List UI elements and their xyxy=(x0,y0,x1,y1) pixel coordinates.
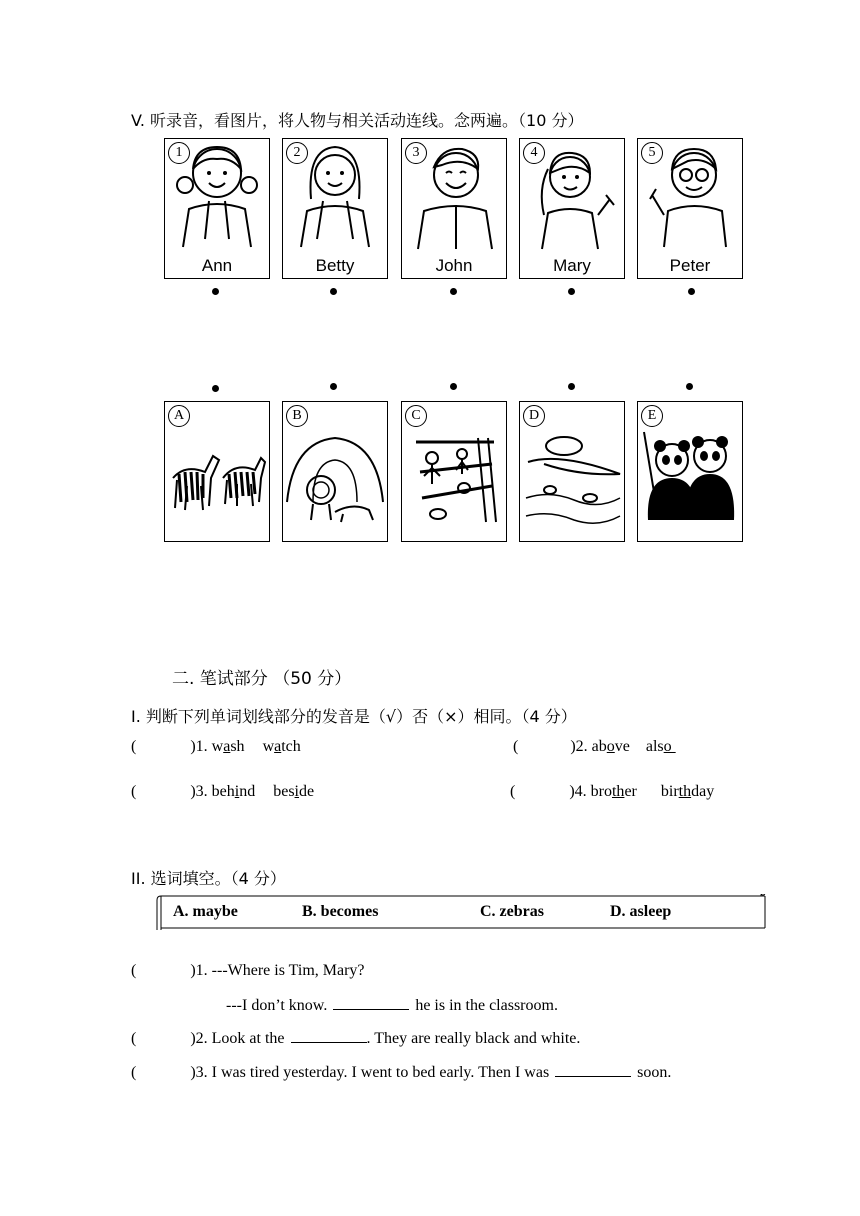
paren: ( xyxy=(131,783,137,800)
question-number: )3. xyxy=(190,783,212,800)
question-text: . They are really black and white. xyxy=(366,1030,581,1047)
word-part: de xyxy=(299,783,315,800)
word-option-d: D. asleep xyxy=(610,903,672,920)
question-1-1 xyxy=(131,738,301,756)
picture-letter: A xyxy=(168,405,190,427)
word-part: er xyxy=(624,783,637,800)
match-dot-person-5[interactable] xyxy=(688,288,695,295)
listening-heading: V. 听录音，看图片，将人物与相关活动连线。念两遍。（10 分） xyxy=(131,111,584,130)
person-card-2 xyxy=(282,138,388,279)
picture-card-e xyxy=(637,401,743,542)
question-2-1-reply xyxy=(226,997,558,1015)
question-2-3 xyxy=(131,1064,671,1082)
picture-letter: B xyxy=(286,405,308,427)
picture-card-c xyxy=(401,401,507,542)
picture-card-a xyxy=(164,401,270,542)
question-1-3 xyxy=(131,783,314,801)
word-part: tch xyxy=(281,738,301,755)
word-bank-scroll xyxy=(155,894,767,930)
word-part: bes xyxy=(273,783,295,800)
picture-letter: D xyxy=(523,405,545,427)
picture-card-d xyxy=(519,401,625,542)
picture-letter: C xyxy=(405,405,427,427)
fill-blank[interactable] xyxy=(291,1030,367,1043)
word-part: nd xyxy=(239,783,256,800)
underlined-sound: th xyxy=(611,783,625,800)
question-number: )2. xyxy=(570,738,592,755)
underlined-sound: i xyxy=(294,783,299,800)
word-part: beh xyxy=(211,783,235,800)
match-dot-picture-d[interactable] xyxy=(568,383,575,390)
word-part: bir xyxy=(660,783,679,800)
word-option-c: C. zebras xyxy=(480,903,544,920)
match-dot-person-1[interactable] xyxy=(212,288,219,295)
underlined-sound: o xyxy=(606,738,615,755)
word-part: ve xyxy=(614,738,630,755)
match-dot-person-2[interactable] xyxy=(330,288,337,295)
paren: ( xyxy=(131,962,137,979)
word-part: als xyxy=(645,738,664,755)
picture-card-b xyxy=(282,401,388,542)
question-2-1 xyxy=(131,962,365,980)
underlined-sound: o xyxy=(663,738,676,755)
fill-blank[interactable] xyxy=(333,997,409,1010)
paren: ( xyxy=(131,1064,137,1081)
match-dot-picture-a[interactable] xyxy=(212,385,219,392)
written-section-title: 二. 笔试部分 （50 分） xyxy=(172,669,352,689)
person-name: Ann xyxy=(201,256,233,275)
question-text: )3. I was tired yesterday. I went to bed early. Then I was xyxy=(190,1064,550,1081)
word-option-a: A. maybe xyxy=(173,903,238,920)
word-part: ab xyxy=(591,738,607,755)
question-text: ---I don’t know. xyxy=(226,997,328,1014)
person-name: Mary xyxy=(553,256,591,275)
paren: ( xyxy=(131,738,137,755)
question-text: he is in the classroom. xyxy=(415,997,558,1014)
word-part: w xyxy=(211,738,224,755)
word-part: w xyxy=(262,738,275,755)
person-number: 5 xyxy=(641,142,663,164)
person-card-5 xyxy=(637,138,743,279)
person-card-3 xyxy=(401,138,507,279)
underlined-sound: th xyxy=(678,783,692,800)
person-name: Betty xyxy=(315,256,355,275)
question-number: )4. xyxy=(569,783,591,800)
word-option-b: B. becomes xyxy=(302,903,379,920)
person-number: 4 xyxy=(523,142,545,164)
match-dot-person-3[interactable] xyxy=(450,288,457,295)
question-text: )1. ---Where is Tim, Mary? xyxy=(190,962,365,979)
word-part: day xyxy=(691,783,715,800)
match-dot-picture-c[interactable] xyxy=(450,383,457,390)
person-card-1 xyxy=(164,138,270,279)
section2-heading: II. 选词填空。（4 分） xyxy=(131,869,286,888)
person-number: 1 xyxy=(168,142,190,164)
question-text: )2. Look at the xyxy=(190,1030,285,1047)
match-dot-picture-e[interactable] xyxy=(686,383,693,390)
person-number: 2 xyxy=(286,142,308,164)
word-part: bro xyxy=(590,783,612,800)
person-name: Peter xyxy=(669,256,711,275)
question-2-2 xyxy=(131,1030,580,1048)
word-part: sh xyxy=(230,738,245,755)
underlined-sound: i xyxy=(234,783,240,800)
match-dot-picture-b[interactable] xyxy=(330,383,337,390)
underlined-sound: a xyxy=(274,738,282,755)
person-name: John xyxy=(435,256,473,275)
question-1-2 xyxy=(513,738,676,756)
question-1-4 xyxy=(510,783,714,801)
question-text: soon. xyxy=(637,1064,672,1081)
paren: ( xyxy=(510,783,516,800)
paren: ( xyxy=(131,1030,137,1047)
match-dot-person-4[interactable] xyxy=(568,288,575,295)
picture-letter: E xyxy=(641,405,663,427)
person-number: 3 xyxy=(405,142,427,164)
fill-blank[interactable] xyxy=(555,1064,631,1077)
question-number: )1. xyxy=(190,738,212,755)
section1-heading: I. 判断下列单词划线部分的发音是（√）否（×）相同。（4 分） xyxy=(131,707,577,726)
person-card-4 xyxy=(519,138,625,279)
paren: ( xyxy=(513,738,519,755)
underlined-sound: a xyxy=(223,738,231,755)
